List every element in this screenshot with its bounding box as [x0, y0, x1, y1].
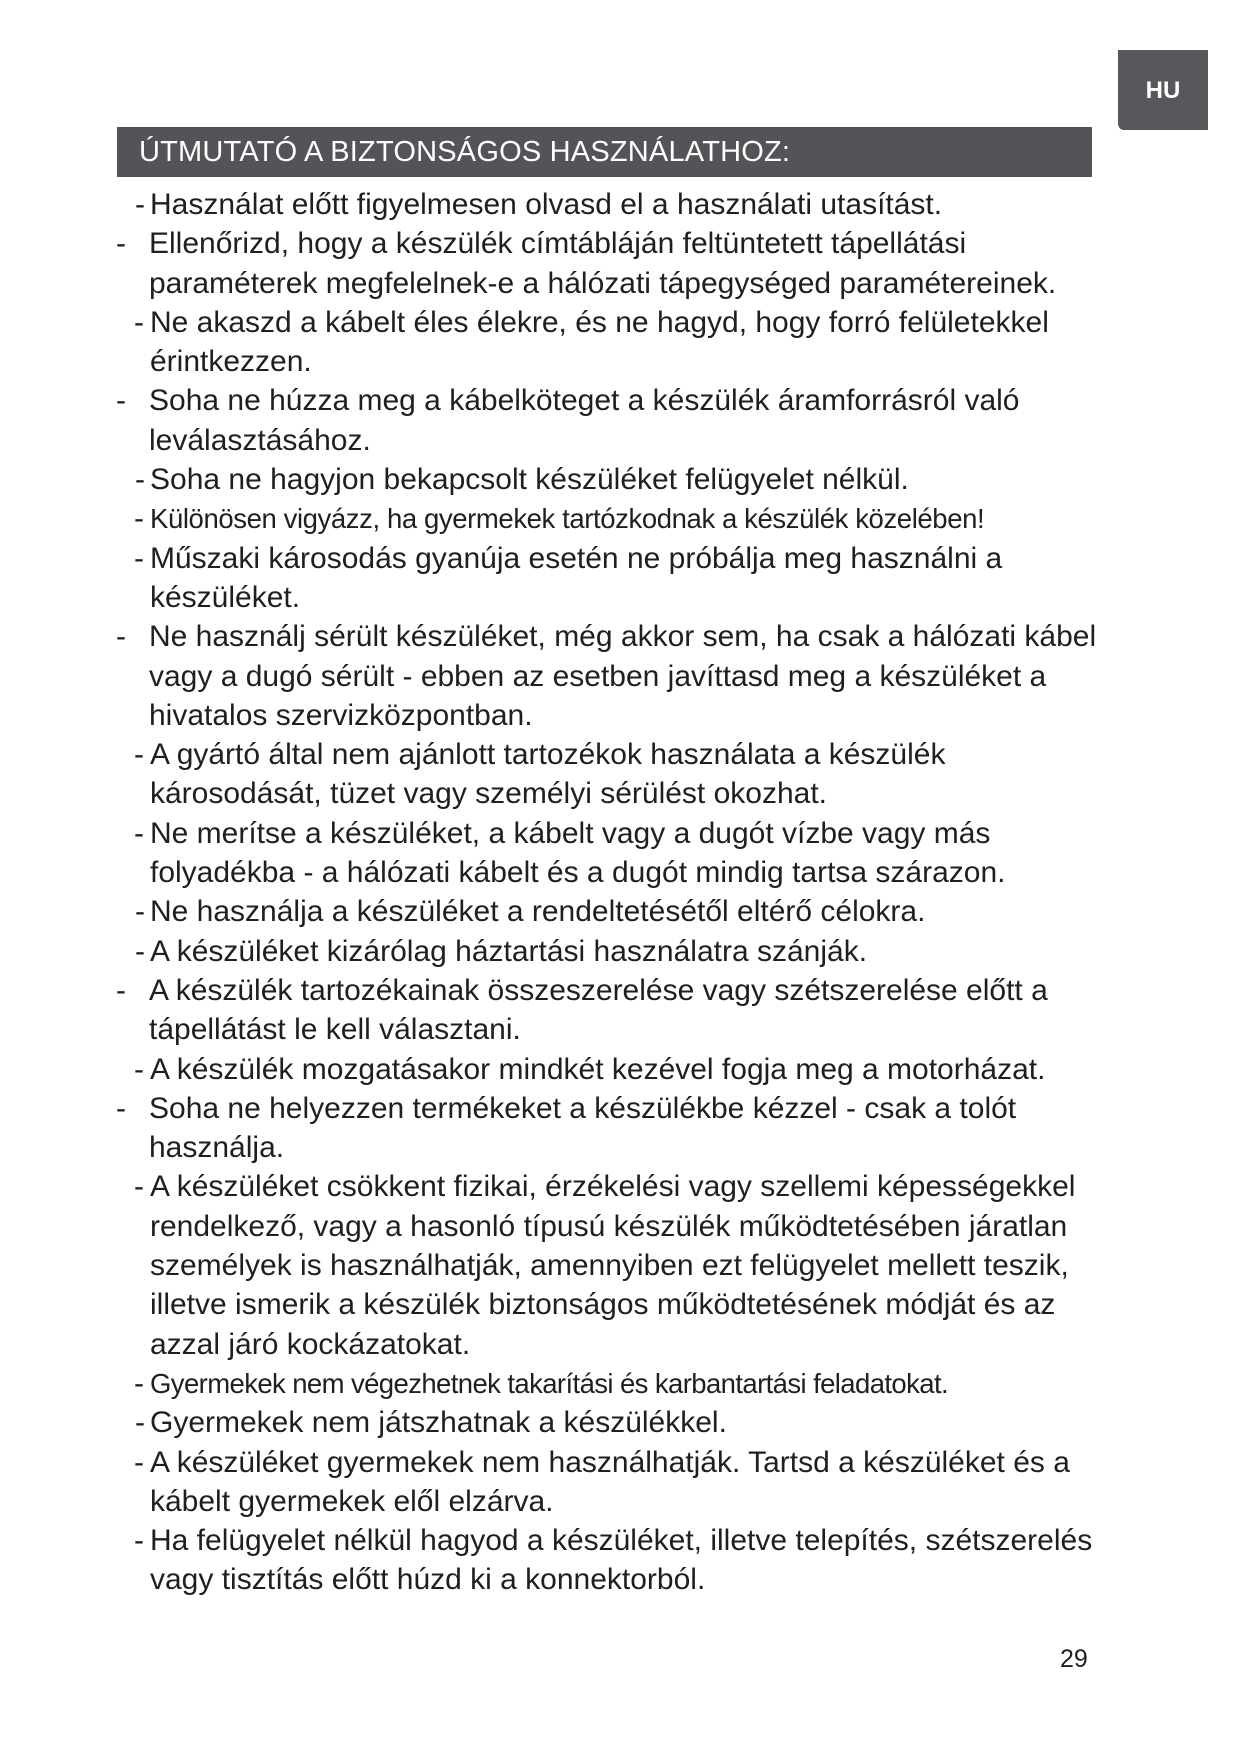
list-dash: -	[116, 620, 126, 654]
page-number: 29	[1060, 1645, 1088, 1673]
list-dash: -	[134, 305, 144, 339]
list-item	[0, 932, 1241, 971]
list-item-text: Soha ne helyezzen termékeket a készülékbe kézzel - csak a tolót használja.	[149, 1091, 1017, 1165]
safety-instructions-list	[0, 185, 1241, 1600]
list-item	[0, 499, 1241, 538]
list-item-text: Ne akaszd a kábelt éles élekre, és ne hagyd, hogy forró felületekkel érintkezzen.	[150, 305, 1049, 379]
list-item	[0, 892, 1241, 931]
list-item	[0, 460, 1241, 499]
list-item-text: Különösen vigyázz, ha gyermekek tartózkodnak a készülék közelében!	[150, 503, 985, 535]
list-item-text: Ne használj sérült készüléket, még akkor sem, ha csak a hálózati kábel vagy a dugó sérült - ebben az esetben javíttasd meg a készüléket a hivatalos szervizközpontban.	[149, 620, 1097, 732]
list-dash: -	[135, 1406, 145, 1440]
list-dash: -	[134, 1445, 144, 1479]
list-item	[0, 1050, 1241, 1089]
list-item-text: A készüléket gyermekek nem használhatják. Tartsd a készüléket és a kábelt gyermekek elől elzárva.	[150, 1445, 1070, 1518]
list-dash: -	[135, 188, 145, 221]
list-item	[0, 1089, 1241, 1168]
list-item	[0, 1443, 1241, 1522]
list-dash: -	[134, 1366, 144, 1400]
list-item	[0, 735, 1241, 814]
list-item-text: Műszaki károsodás gyanúja esetén ne próbálja meg használni a készüléket.	[150, 541, 1003, 614]
list-item	[0, 1364, 1241, 1403]
list-item-text: Használat előtt figyelmesen olvasd el a használati utasítást.	[150, 188, 943, 221]
list-item-text: Ne használja a készüléket a rendeltetésétől eltérő célokra.	[150, 895, 926, 929]
list-dash: -	[134, 1170, 144, 1204]
list-dash: -	[134, 816, 144, 850]
list-item-text: A készüléket csökkent fizikai, érzékelési vagy szellemi képességekkel rendelkező, vagy a hasonló típusú készülék működtetésében járatlan személyek is használhatják, amennyiben ezt felügyelet mellett teszik, illetve ismerik a készülék biztonságos működtetésének módját és az azzal járó kockázatokat.	[150, 1170, 1076, 1361]
list-item	[0, 185, 1241, 224]
list-item	[0, 1403, 1241, 1442]
list-dash: -	[134, 1052, 144, 1086]
list-item-text: Soha ne hagyjon bekapcsolt készüléket felügyelet nélkül.	[150, 463, 909, 497]
list-item-text: Ne merítse a készüléket, a kábelt vagy a dugót vízbe vagy más folyadékba - a hálózati kábelt és a dugót mindig tartsa szárazon.	[150, 816, 1006, 890]
list-item-text: A készüléket kizárólag háztartási használatra szánják.	[150, 934, 868, 968]
list-item-text: A gyártó által nem ajánlott tartozékok használata a készülék károsodását, tüzet vagy személyi sérülést okozhat.	[150, 738, 946, 811]
list-item-text: Gyermekek nem játszhatnak a készülékkel.	[150, 1406, 727, 1440]
section-title: ÚTMUTATÓ A BIZTONSÁGOS HASZNÁLATHOZ:	[117, 127, 1092, 177]
list-dash: -	[116, 227, 126, 261]
list-item	[0, 224, 1241, 303]
list-dash: -	[135, 895, 145, 929]
list-item-text: A készülék mozgatásakor mindkét kezével fogja meg a motorházat.	[150, 1052, 1046, 1086]
list-item	[0, 814, 1241, 893]
list-item	[0, 1521, 1241, 1600]
list-item	[0, 1167, 1241, 1363]
list-item-text: Ellenőrizd, hogy a készülék címtábláján feltüntetett tápellátási paraméterek megfelelnek-e a hálózati tápegységed paramétereinek.	[149, 227, 1057, 300]
list-dash: -	[134, 541, 144, 575]
list-item	[0, 617, 1241, 735]
list-item	[0, 539, 1241, 618]
list-dash: -	[134, 738, 144, 772]
list-dash: -	[135, 934, 145, 968]
list-item-text: Gyermekek nem végezhetnek takarítási és karbantartási feladatokat.	[150, 1367, 949, 1399]
list-dash: -	[134, 502, 144, 536]
list-item	[0, 381, 1241, 460]
list-dash: -	[116, 1091, 126, 1125]
list-item	[0, 971, 1241, 1050]
list-item-text: Ha felügyelet nélkül hagyod a készüléket, illetve telepítés, szétszerelés vagy tisztítás előtt húzd ki a konnektorból.	[150, 1524, 1093, 1597]
list-dash: -	[134, 1524, 144, 1558]
list-dash: -	[116, 973, 126, 1007]
list-dash: -	[116, 384, 126, 418]
list-item-text: A készülék tartozékainak összeszerelése vagy szétszerelése előtt a tápellátást le kell választani.	[149, 973, 1048, 1047]
list-dash: -	[135, 463, 145, 497]
list-item	[0, 303, 1241, 382]
language-tab: HU	[1118, 50, 1208, 130]
list-item-text: Soha ne húzza meg a kábelköteget a készülék áramforrásról való leválasztásához.	[149, 384, 1020, 457]
